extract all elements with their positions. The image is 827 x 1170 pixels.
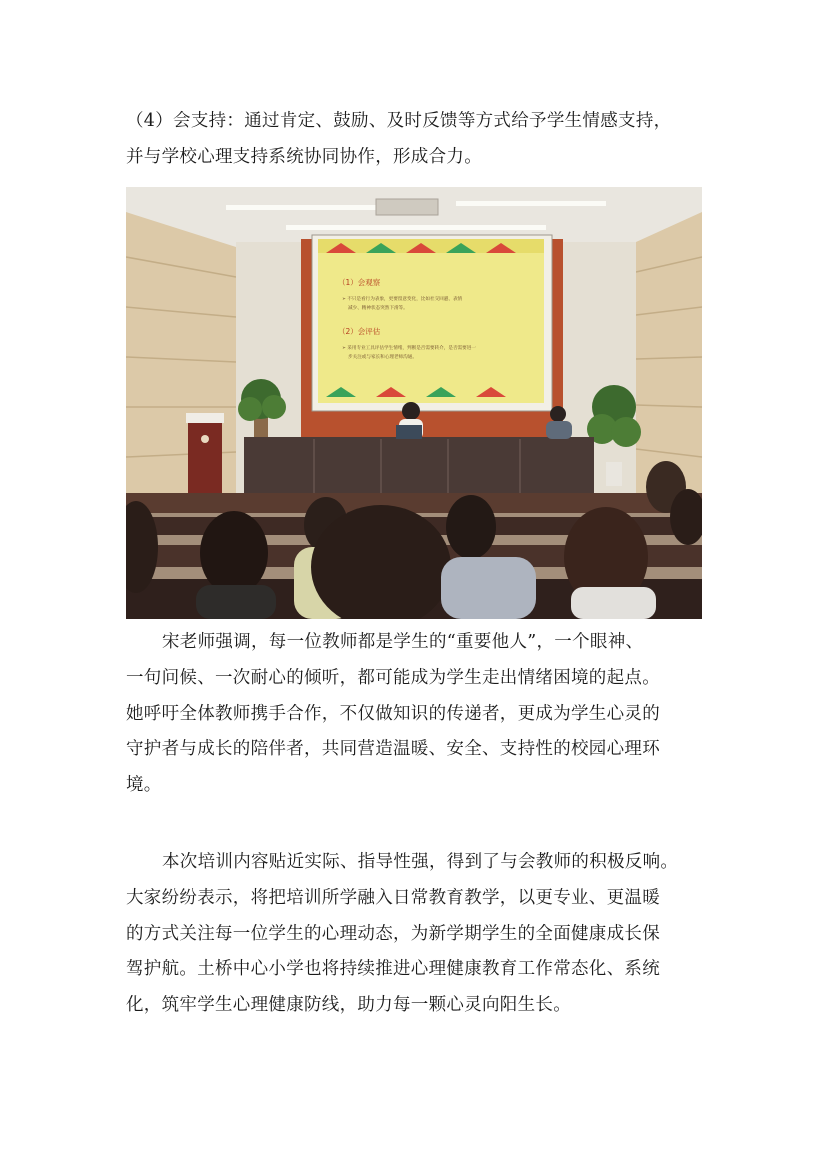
paragraph-line: 本次培训内容贴近实际、指导性强，得到了与会教师的积极反响。: [162, 852, 679, 872]
training-photo: [126, 187, 702, 619]
slide-decoration-top: [318, 239, 544, 253]
paragraph-teacher-role: [126, 625, 702, 804]
paragraph-line: 她呼吁全体教师携手合作，不仅做知识的传递者，更成为学生心灵的: [126, 703, 660, 724]
paragraph-line: 化，筑牢学生心理健康防线，助力每一颗心灵向阳生长。: [126, 995, 571, 1016]
paragraph-line: 并与学校心理支持系统协同协作，形成合力。: [126, 146, 482, 167]
paragraph-line: 大家纷纷表示，将把培训所学融入日常教育教学，以更专业、更温暖: [126, 887, 660, 908]
paragraph-line: 境。: [126, 775, 162, 796]
paragraph-support: [126, 104, 702, 176]
slide-bullet-line: 步关注或与家长和心理老师沟通。: [348, 355, 417, 360]
paragraph-line: （4）会支持：通过肯定、鼓励、及时反馈等方式给予学生情感支持，: [126, 111, 672, 131]
podium: [186, 413, 224, 493]
paragraph-conclusion: [126, 845, 702, 1024]
slide-bullet-line: ➢ 采用专业工具评估学生情绪，判断是否需要转介，是否需要进一: [342, 346, 476, 351]
presentation-slide: [318, 239, 544, 403]
slide-bullet-line: ➢ 不只是看行为表象，更要留意变化，比如社交回避、表情: [342, 297, 463, 302]
paragraph-line: 的方式关注每一位学生的心理动态，为新学期学生的全面健康成长保: [126, 923, 660, 944]
slide-heading-observe: （1）会观察: [338, 278, 381, 287]
slide-bullet-line: 减少、精神状态突然下滑等。: [348, 306, 408, 311]
slide-heading-assess: （2）会评估: [338, 327, 381, 336]
stage-desk: [244, 437, 594, 499]
paragraph-line: 驾护航。土桥中心小学也将持续推进心理健康教育工作常态化、系统: [126, 959, 660, 980]
paragraph-line: 守护者与成长的陪伴者，共同营造温暖、安全、支持性的校园心理环: [126, 739, 660, 760]
paragraph-line: 一句问候、一次耐心的倾听，都可能成为学生走出情绪困境的起点。: [126, 667, 660, 688]
paragraph-line: 宋老师强调，每一位教师都是学生的“重要他人”，一个眼神、: [162, 632, 644, 652]
